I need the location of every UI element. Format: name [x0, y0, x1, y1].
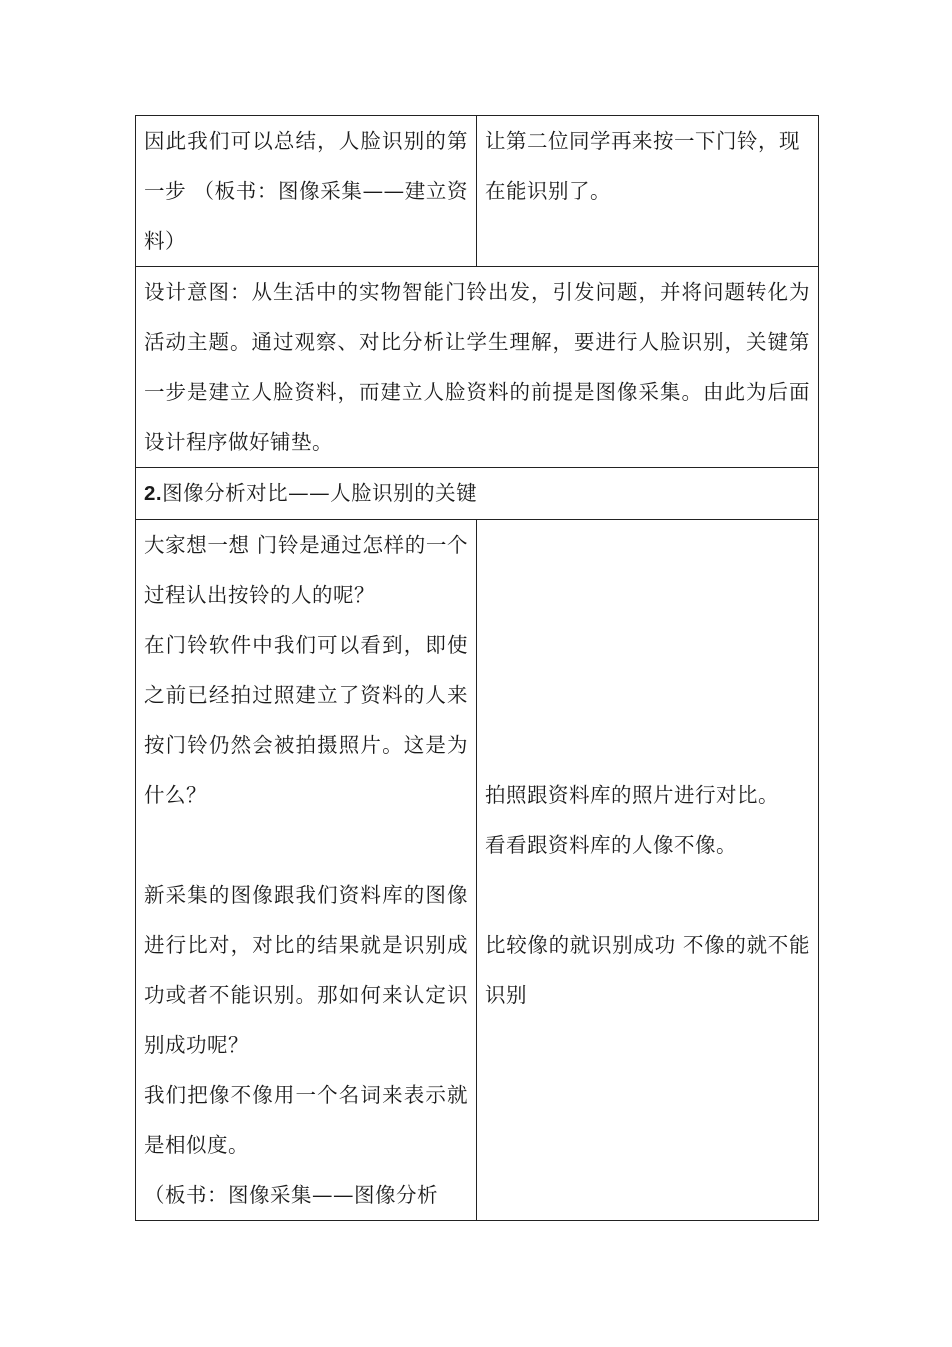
teacher-paragraph: 在门铃软件中我们可以看到，即使之前已经拍过照建立了资料的人来按门铃仍然会被拍摄照片。这是为什么？: [144, 633, 468, 807]
student-answer: 比较像的就识别成功 不像的就不能识别: [485, 933, 810, 1007]
table-row: [136, 468, 819, 520]
table-row: [136, 267, 819, 468]
section-heading-cell: [136, 468, 819, 520]
design-intent-text: 设计意图：从生活中的实物智能门铃出发，引发问题，并将问题转化为活动主题。通过观察、对比分析让学生理解，要进行人脸识别，关键第一步是建立人脸资料，而建立人脸资料的前提是图像采集。由此为后面设计程序做好铺垫。: [144, 280, 810, 454]
blank-line: [485, 620, 810, 670]
student-answer: 看看跟资料库的人像不像。: [485, 833, 737, 857]
blank-line: [485, 520, 810, 570]
blank-line: [485, 670, 810, 720]
student-answer: 拍照跟资料库的照片进行对比。: [485, 783, 779, 807]
teacher-paragraph: （板书：图像采集——图像分析: [144, 1183, 438, 1207]
student-cell: [477, 520, 819, 1221]
blank-line: [485, 870, 810, 920]
teacher-cell: [136, 116, 477, 267]
teacher-paragraph: 新采集的图像跟我们资料库的图像进行比对，对比的结果就是识别成功或者不能识别。那如何来认定识别成功呢？: [144, 883, 468, 1057]
table-row: [136, 116, 819, 267]
student-cell: [477, 116, 819, 267]
blank-line: [485, 720, 810, 770]
teacher-cell: [136, 520, 477, 1221]
design-intent-cell: [136, 267, 819, 468]
teacher-paragraph: 大家想一想 门铃是通过怎样的一个过程认出按铃的人的呢？: [144, 533, 468, 607]
teacher-text: 因此我们可以总结，人脸识别的第一步 （板书：图像采集——建立资料）: [144, 129, 468, 253]
table-row: [136, 520, 819, 1221]
section-title: 图像分析对比——人脸识别的关键: [162, 481, 478, 505]
blank-line: [485, 570, 810, 620]
lesson-table: [135, 115, 819, 1221]
section-number: 2.: [144, 482, 163, 505]
student-text: 让第二位同学再来按一下门铃，现在能识别了。: [485, 129, 800, 203]
blank-line: [144, 820, 468, 870]
teacher-paragraph: 我们把像不像用一个名词来表示就是相似度。: [144, 1083, 468, 1157]
